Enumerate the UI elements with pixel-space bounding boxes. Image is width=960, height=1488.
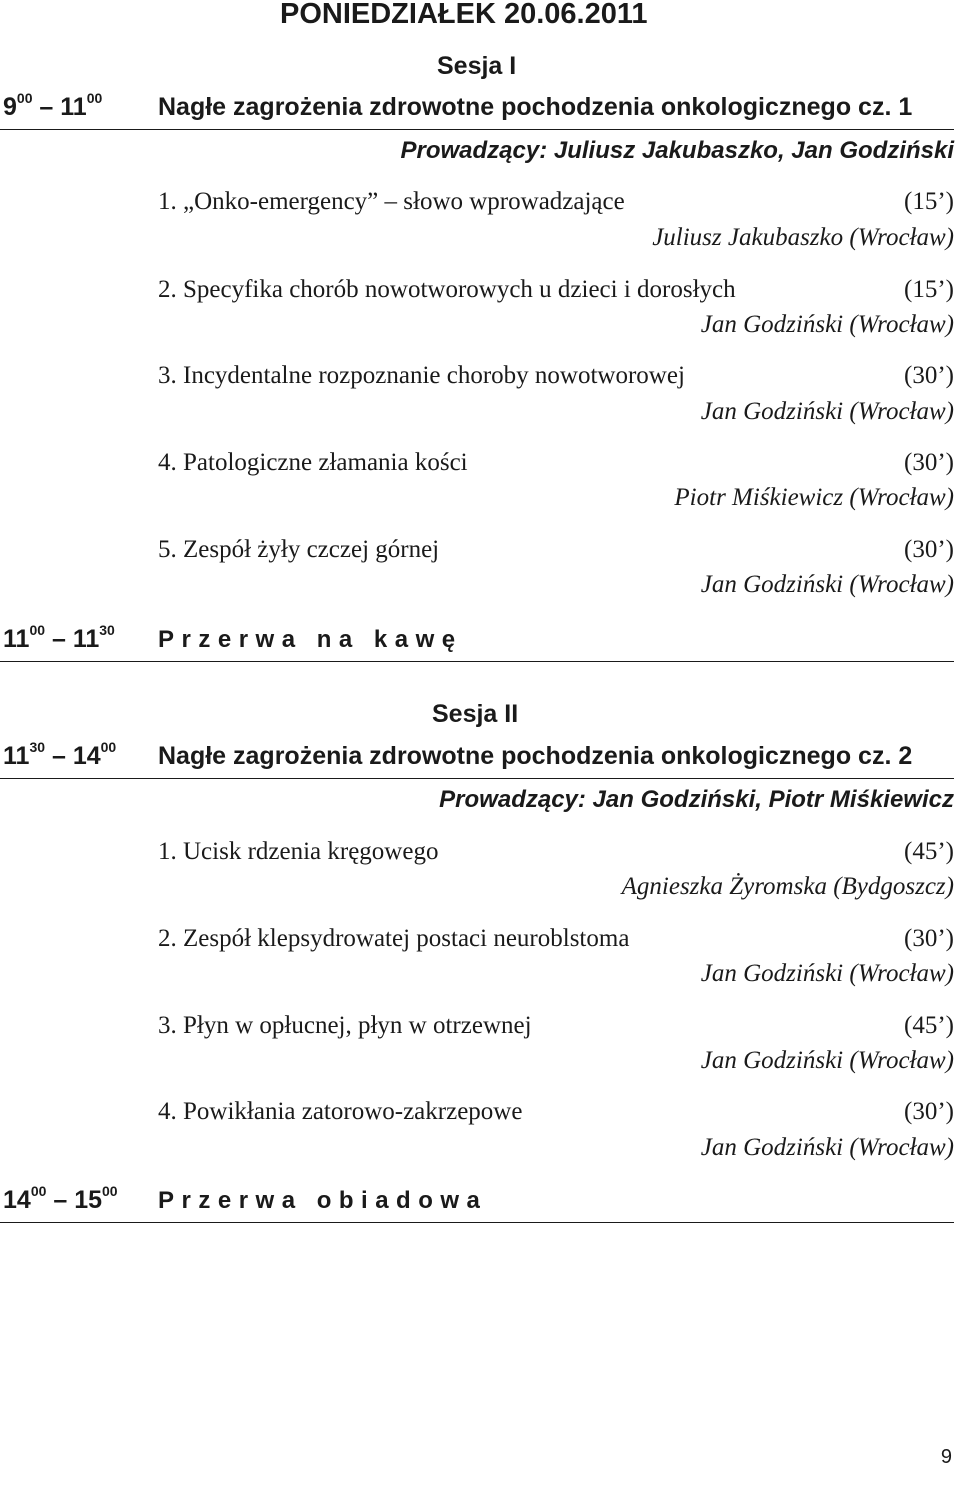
talk-duration: (45’) <box>904 838 954 865</box>
talk-title: 1. Ucisk rdzenia kręgowego <box>158 838 439 865</box>
break-1-time: $11^{00} - 11^{30}$ <box>3 622 115 653</box>
talk-speaker: Juliusz Jakubaszko (Wrocław) <box>652 224 954 251</box>
talk-speaker: Jan Godziński (Wrocław) <box>700 1134 954 1161</box>
talk-duration: (45’) <box>904 1012 954 1039</box>
talk-speaker: Jan Godziński (Wrocław) <box>700 398 954 425</box>
session-2-title: Nagłe zagrożenia zdrowotne pochodzenia onkologicznego cz. 2 <box>158 742 913 770</box>
day-header: PONIEDZIAŁEK 20.06.2011 <box>280 0 648 30</box>
talk-duration: (30’) <box>904 362 954 389</box>
divider <box>0 1222 954 1223</box>
talk-duration: (15’) <box>904 276 954 303</box>
talk-duration: (30’) <box>904 1098 954 1125</box>
divider <box>0 778 954 779</box>
talk-duration: (30’) <box>904 925 954 952</box>
talk-title: 3. Płyn w opłucnej, płyn w otrzewnej <box>158 1012 532 1039</box>
session-1-time: $9^{00} - 11^{00}$ <box>3 90 103 121</box>
talk-title: 2. Zespół klepsydrowatej postaci neuroblstoma <box>158 925 630 952</box>
page-number: 9 <box>940 1446 952 1468</box>
talk-title: 4. Patologiczne złamania kości <box>158 449 468 476</box>
talk-speaker: Jan Godziński (Wrocław) <box>700 960 954 987</box>
session-1-title: Nagłe zagrożenia zdrowotne pochodzenia onkologicznego cz. 1 <box>158 93 913 121</box>
talk-speaker: Piotr Miśkiewicz (Wrocław) <box>674 484 954 511</box>
session-2-chairs: Prowadzący: Jan Godziński, Piotr Miśkiewicz <box>439 786 954 813</box>
divider <box>0 661 954 662</box>
session-2-label: Sesja II <box>432 700 519 728</box>
session-2-time: $11^{30} - 14^{00}$ <box>3 739 117 770</box>
talk-speaker: Jan Godziński (Wrocław) <box>700 571 954 598</box>
talk-duration: (30’) <box>904 449 954 476</box>
talk-title: 3. Incydentalne rozpoznanie choroby nowotworowej <box>158 362 685 389</box>
break-1-label: Przerwa na kawę <box>158 626 463 653</box>
talk-title: 4. Powikłania zatorowo-zakrzepowe <box>158 1098 523 1125</box>
talk-duration: (15’) <box>904 188 954 215</box>
talk-speaker: Agnieszka Żyromska (Bydgoszcz) <box>621 873 954 900</box>
break-2-label: Przerwa obiadowa <box>158 1187 488 1214</box>
talk-speaker: Jan Godziński (Wrocław) <box>700 1047 954 1074</box>
talk-title: 5. Zespół żyły czczej górnej <box>158 536 440 563</box>
talk-title: 1. „Onko-emergency” – słowo wprowadzające <box>158 188 625 215</box>
talk-speaker: Jan Godziński (Wrocław) <box>700 311 954 338</box>
session-1-label: Sesja I <box>437 52 517 80</box>
session-1-chairs: Prowadzący: Juliusz Jakubaszko, Jan Godziński <box>400 137 954 164</box>
talk-duration: (30’) <box>904 536 954 563</box>
divider <box>0 129 954 130</box>
talk-title: 2. Specyfika chorób nowotworowych u dzieci i dorosłych <box>158 276 736 303</box>
break-2-time: $14^{00} - 15^{00}$ <box>3 1183 118 1214</box>
